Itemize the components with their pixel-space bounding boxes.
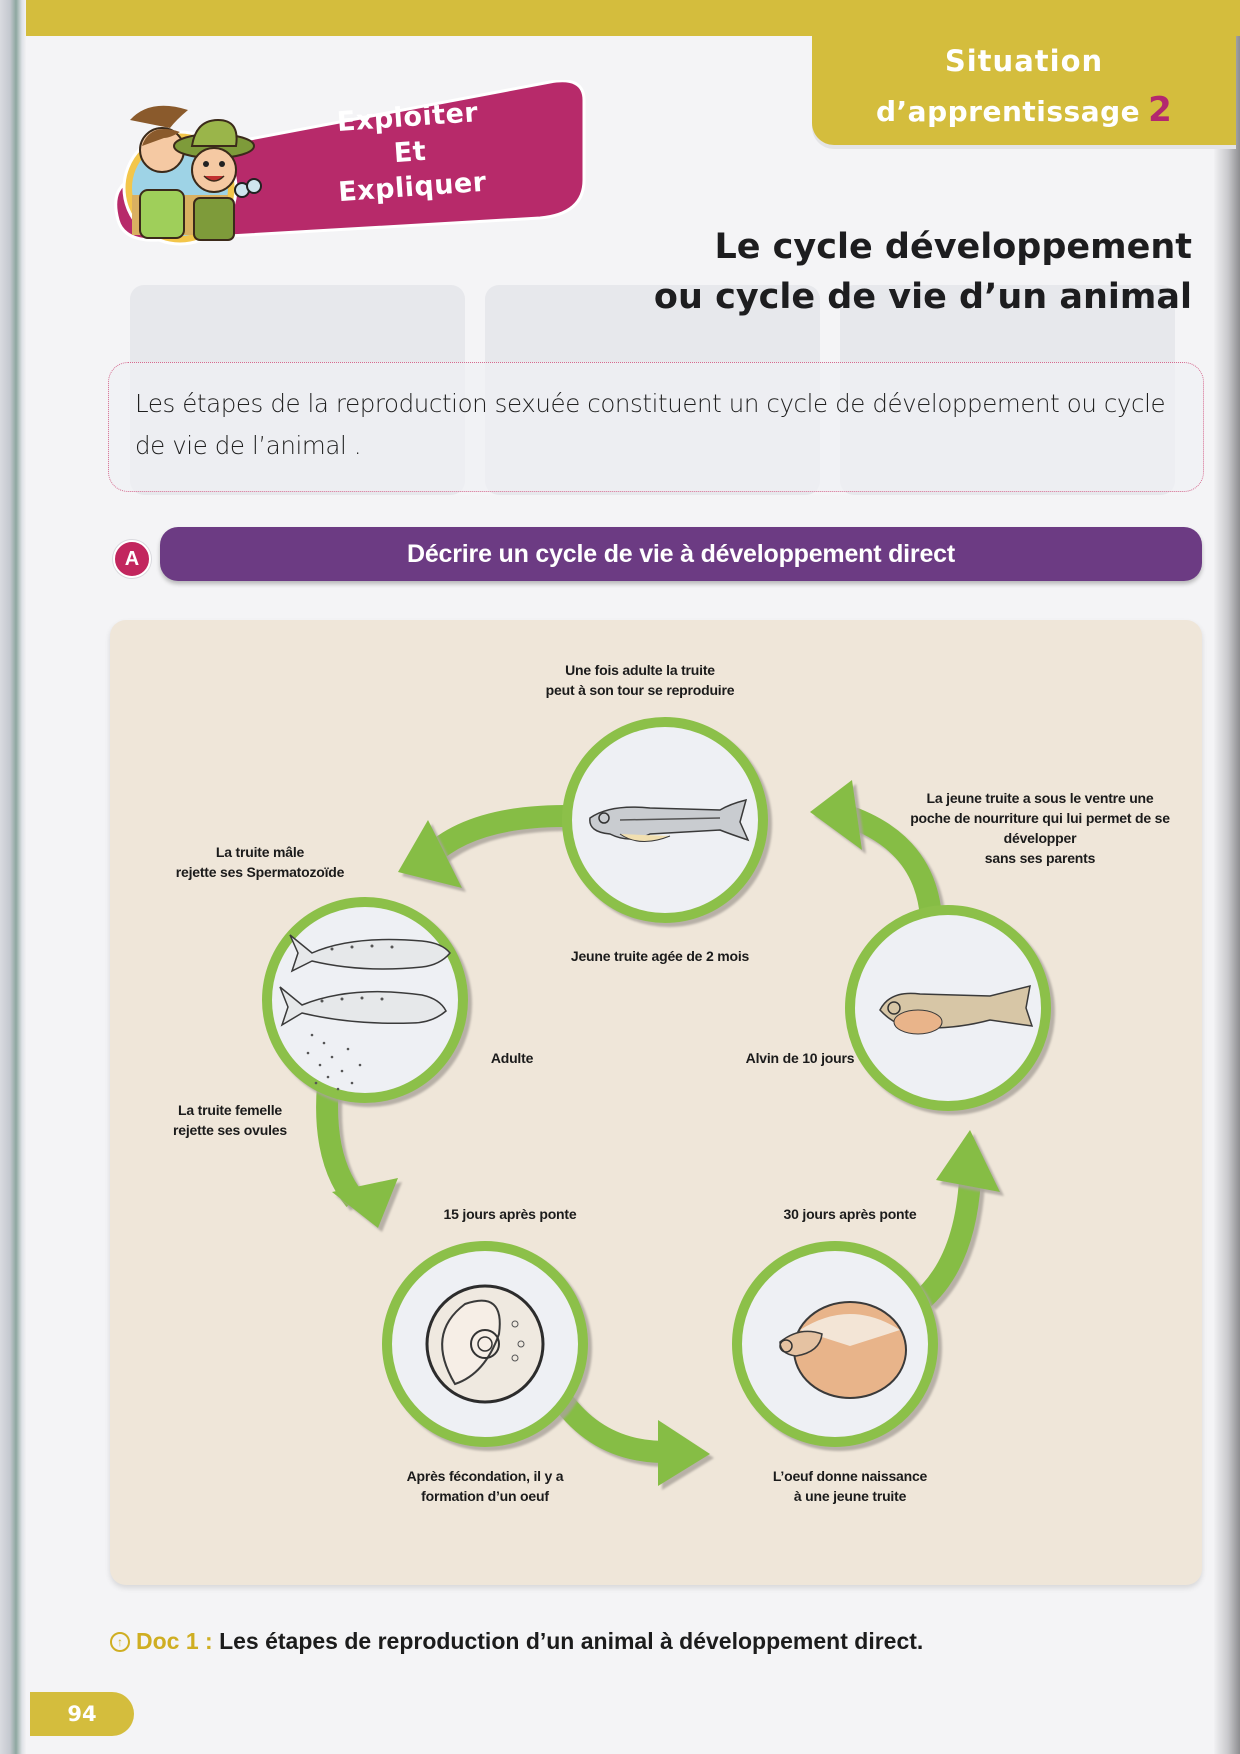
- arrow-juvenile-to-adult: [428, 816, 565, 858]
- note-line: rejette ses Spermatozoïde: [175, 864, 345, 880]
- doc-reference: Doc 1 :: [136, 1628, 213, 1654]
- note-male-sperm: [150, 842, 370, 882]
- caption-30-days-after-laying: 30 jours après ponte: [783, 1206, 917, 1222]
- note-line: La truite mâle: [215, 844, 305, 860]
- intro-definition-box: [108, 362, 1204, 492]
- note-line: La truite femelle: [178, 1102, 282, 1118]
- note-line: Après fécondation, il y a: [406, 1468, 564, 1484]
- note-female-ovules: [130, 1100, 330, 1140]
- intro-text: Les étapes de la reproduction sexuée constituent un cycle de développement ou cycle de vie de l’animal .: [135, 389, 1166, 460]
- book-spine-edge: [0, 0, 26, 1754]
- arrowhead-right-icon: [658, 1420, 710, 1486]
- note-adult-reproduces: [490, 660, 790, 700]
- section-a-heading: Décrire un cycle de vie à développement direct: [160, 527, 1202, 581]
- arrow-hatching-to-alevin: [924, 1180, 970, 1298]
- title-line-1: Le cycle développement: [714, 227, 1192, 267]
- note-line: sans ses parents: [984, 850, 1096, 866]
- note-line: formation d’un oeuf: [421, 1488, 549, 1504]
- caption-15-days-after-laying: 15 jours après ponte: [443, 1206, 577, 1222]
- situation-number: 2: [1148, 90, 1173, 130]
- caption-alevin-10-days: Alvin de 10 jours: [745, 1050, 855, 1066]
- fertilized-egg-icon: [427, 1286, 543, 1402]
- note-line: rejette ses ovules: [173, 1122, 287, 1138]
- page-right-edge: [1214, 0, 1240, 1754]
- title-line-2: ou cycle de vie d’un animal: [653, 277, 1192, 317]
- badge-line-et: Et: [392, 135, 428, 170]
- badge-line-expliquer: Expliquer: [337, 166, 488, 209]
- situation-tab: [812, 0, 1236, 145]
- caption-adult: Adulte: [490, 1050, 534, 1066]
- note-fertilization-egg: [365, 1466, 605, 1506]
- apprentissage-label: [876, 90, 1172, 130]
- caption-juvenile-2-months: Jeune truite agée de 2 mois: [570, 948, 750, 964]
- note-yolk-sac: [900, 788, 1180, 868]
- note-egg-hatches: [730, 1466, 970, 1506]
- arrowhead-up-icon: [936, 1130, 1000, 1192]
- doc-pointer-icon: ↑: [110, 1632, 130, 1652]
- note-line: à une jeune truite: [793, 1488, 907, 1504]
- caption-text: Les étapes de reproduction d’un animal à développement direct.: [219, 1628, 924, 1654]
- note-line: poche de nourriture qui lui permet de se: [910, 810, 1170, 826]
- trout-life-cycle-diagram: [110, 620, 1202, 1585]
- page-number: 94: [30, 1692, 134, 1736]
- badge-line-exploiter: Exploiter: [336, 97, 480, 138]
- arrow-adult-to-egg: [327, 1085, 355, 1200]
- note-line: peut à son tour se reproduire: [545, 682, 735, 698]
- note-line: développer: [1003, 830, 1077, 846]
- note-line: L’oeuf donne naissance: [772, 1468, 928, 1484]
- note-line: Une fois adulte la truite: [565, 662, 715, 678]
- arrow-egg-to-hatching: [562, 1400, 665, 1452]
- section-a-marker: A: [113, 540, 151, 578]
- document-caption: [110, 1628, 923, 1655]
- page-title: [654, 222, 1192, 322]
- apprentissage-text: d’apprentissage: [876, 95, 1141, 128]
- arrowhead-upleft-icon: [810, 780, 862, 850]
- note-line: La jeune truite a sous le ventre une: [926, 790, 1154, 806]
- situation-label: Situation: [944, 44, 1104, 78]
- badge-text: [277, 91, 544, 214]
- exploiter-expliquer-badge: [110, 80, 585, 240]
